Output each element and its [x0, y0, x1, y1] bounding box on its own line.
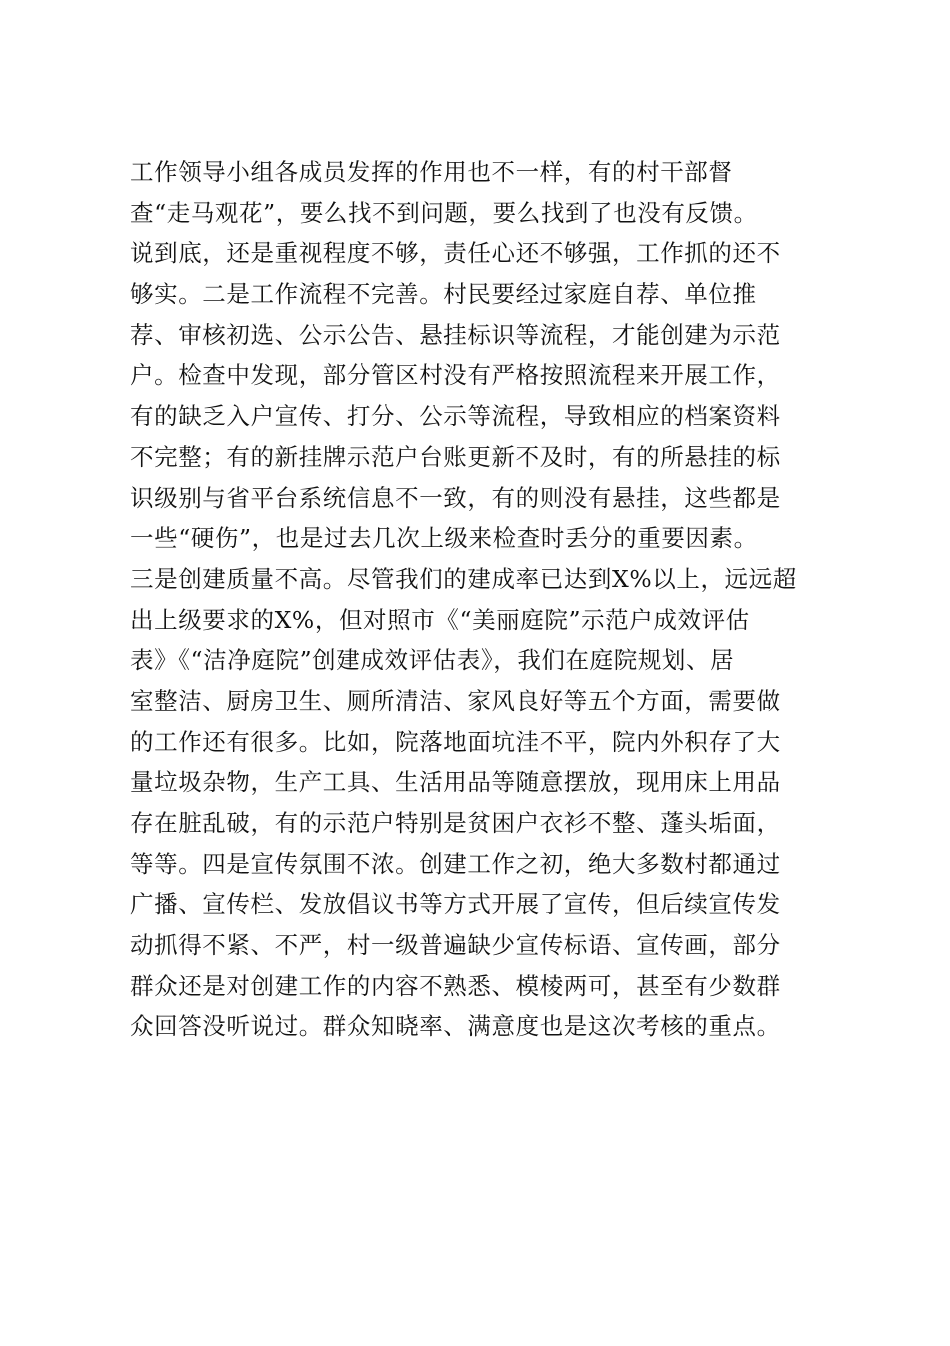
text-line: 出上级要求的X%，但对照市《“美丽庭院”示范户成效评估 [130, 605, 750, 634]
text-line: 查“走马观花”，要么找不到问题，要么找到了也没有反馈。 [130, 198, 758, 227]
text-line: 群众还是对创建工作的内容不熟悉、模棱两可，甚至有少数群 [130, 971, 781, 1000]
text-line: 够实。二是工作流程不完善。村民要经过家庭自荐、单位推 [130, 280, 757, 309]
text-line: 量垃圾杂物，生产工具、生活用品等随意摆放，现用床上用品 [130, 768, 781, 797]
text-line: 工作领导小组各成员发挥的作用也不一样，有的村干部督 [130, 158, 733, 186]
text-line: 存在脏乱破，有的示范户特别是贫困户衣衫不整、蓬头垢面， [130, 809, 781, 837]
text-line: 识级别与省平台系统信息不一致，有的则没有悬挂，这些都是 [130, 483, 781, 512]
text-line: 不完整；有的新挂牌示范户台账更新不及时，有的所悬挂的标 [130, 442, 781, 471]
text-line: 户。检查中发现，部分管区村没有严格按照流程来开展工作， [130, 361, 781, 390]
text-line: 说到底，还是重视程度不够，责任心还不够强，工作抓的还不 [130, 239, 781, 268]
text-line: 的工作还有很多。比如，院落地面坑洼不平，院内外积存了大 [130, 727, 781, 756]
text-line: 动抓得不紧、不严，村一级普遍缺少宣传标语、宣传画，部分 [130, 931, 781, 960]
text-line: 表》《“洁净庭院”创建成效评估表》，我们在庭院规划、居 [130, 646, 735, 675]
text-line: 广播、宣传栏、发放倡议书等方式开展了宣传，但后续宣传发 [130, 890, 781, 919]
text-line: 三是创建质量不高。尽管我们的建成率已达到X%以上，远远超 [130, 564, 797, 593]
text-line: 有的缺乏入户宣传、打分、公示等流程，导致相应的档案资料 [130, 402, 781, 431]
body-paragraph [130, 152, 830, 1047]
text-line: 室整洁、厨房卫生、厕所清洁、家风良好等五个方面，需要做 [130, 686, 781, 715]
text-line: 众回答没听说过。群众知晓率、满意度也是这次考核的重点。 [130, 1012, 781, 1041]
text-line: 等等。四是宣传氛围不浓。创建工作之初，绝大多数村都通过 [130, 849, 781, 878]
text-line: 荐、审核初选、公示公告、悬挂标识等流程，才能创建为示范 [130, 320, 781, 349]
text-line: 一些“硬伤”，也是过去几次上级来检查时丢分的重要因素。 [130, 524, 758, 553]
